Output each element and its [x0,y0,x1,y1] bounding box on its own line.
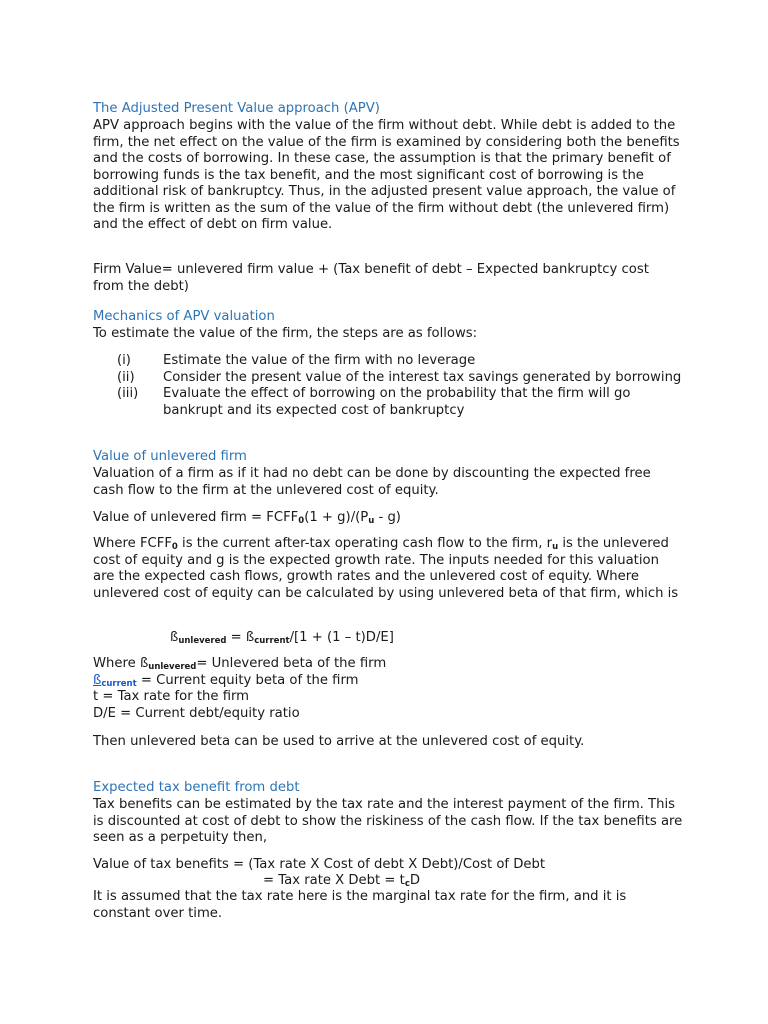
step-text: Estimate the value of the firm with no leverage [163,353,476,368]
tax-formula-line1: Value of tax benefits = (Tax rate X Cost of debt X Debt)/Cost of Debt [93,857,546,872]
step-number: (iii) [117,386,139,401]
definition-debt-equity: D/E = Current debt/equity ratio [93,705,300,721]
definition-current-beta: $ß_{current}$ = Current equity beta of the firm [93,672,359,689]
unlevered-explanation: Where $FCFF_0$ is the current after-tax operating cash flow to the firm, $r_u$ is the unlevered cost of equity and g is the expected growth rate. The inputs needed for this valuation are the expected cash flows, growth rates and the unlevered cost of equity. Where unlevered cost of equity can be calculated by using unlevered beta of that firm, which is [93,536,679,601]
apv-heading: The Adjusted Present Value approach (APV) [93,101,380,116]
unlevered-heading: Value of unlevered firm [93,449,247,464]
unlevered-body: Valuation of a firm as if it had no debt can be done by discounting the expected free cash flow to the firm at the unlevered cost of equity. [93,466,651,498]
list-item [117,370,683,387]
step-number: (i) [117,353,131,368]
apv-body: APV approach begins with the value of the firm without debt. While debt is added to the firm, the net effect on the value of the firm is examined by considering both the benefits and the costs of borrowing. In these case, the assumption is that the primary benefit of borrowing funds is the tax benefit, and the most significant cost of borrowing is the additional risk of bankruptcy. Thus, in the adjusted present value approach, the value of the firm is written as the sum of the value of the firm without debt (the unlevered firm) and the effect of debt on firm value. [93,118,680,232]
unlevered-beta-formula: $ß_{unlevered}$ = $ß_{current}/[1 + (1 - t)D/E]$ [170,630,394,646]
beta-definitions [93,656,683,722]
definition-tax-rate: t = Tax rate for the firm [93,689,250,704]
list-item [117,386,683,419]
tax-body: Tax benefits can be estimated by the tax rate and the interest payment of the firm. This is discounted at cost of debt to show the riskiness of the cash flow. If the tax benefits are seen as a perpetuity then, [93,797,683,845]
apv-formula: Firm Value= unlevered firm value + (Tax benefit of debt – Expected bankruptcy cost from the debt) [93,262,649,294]
tax-formula-line2: = Tax rate X Debt = $t_cD$ [263,873,421,889]
list-item [117,353,683,370]
mechanics-intro: To estimate the value of the firm, the steps are as follows: [93,326,478,341]
step-text: Consider the present value of the interest tax savings generated by borrowing [163,369,682,385]
definition-unlevered-beta: Where $ß_{unlevered}=$ Unlevered beta of the firm [93,656,387,672]
step-text: Evaluate the effect of borrowing on the probability that the firm will go bankrupt and its expected cost of bankruptcy [163,386,631,418]
mechanics-heading: Mechanics of APV valuation [93,309,275,324]
step-number: (ii) [117,369,135,385]
unlevered-conclusion: Then unlevered beta can be used to arrive at the unlevered cost of equity. [93,734,585,749]
unlevered-formula: Value of unlevered firm = $FCFF_0(1 + g)/(P_u - g)$ [93,510,401,526]
tax-heading: Expected tax benefit from debt [93,780,300,795]
tax-note: It is assumed that the tax rate here is the marginal tax rate for the firm, and it is constant over time. [93,889,627,921]
mechanics-steps-list [117,353,683,419]
